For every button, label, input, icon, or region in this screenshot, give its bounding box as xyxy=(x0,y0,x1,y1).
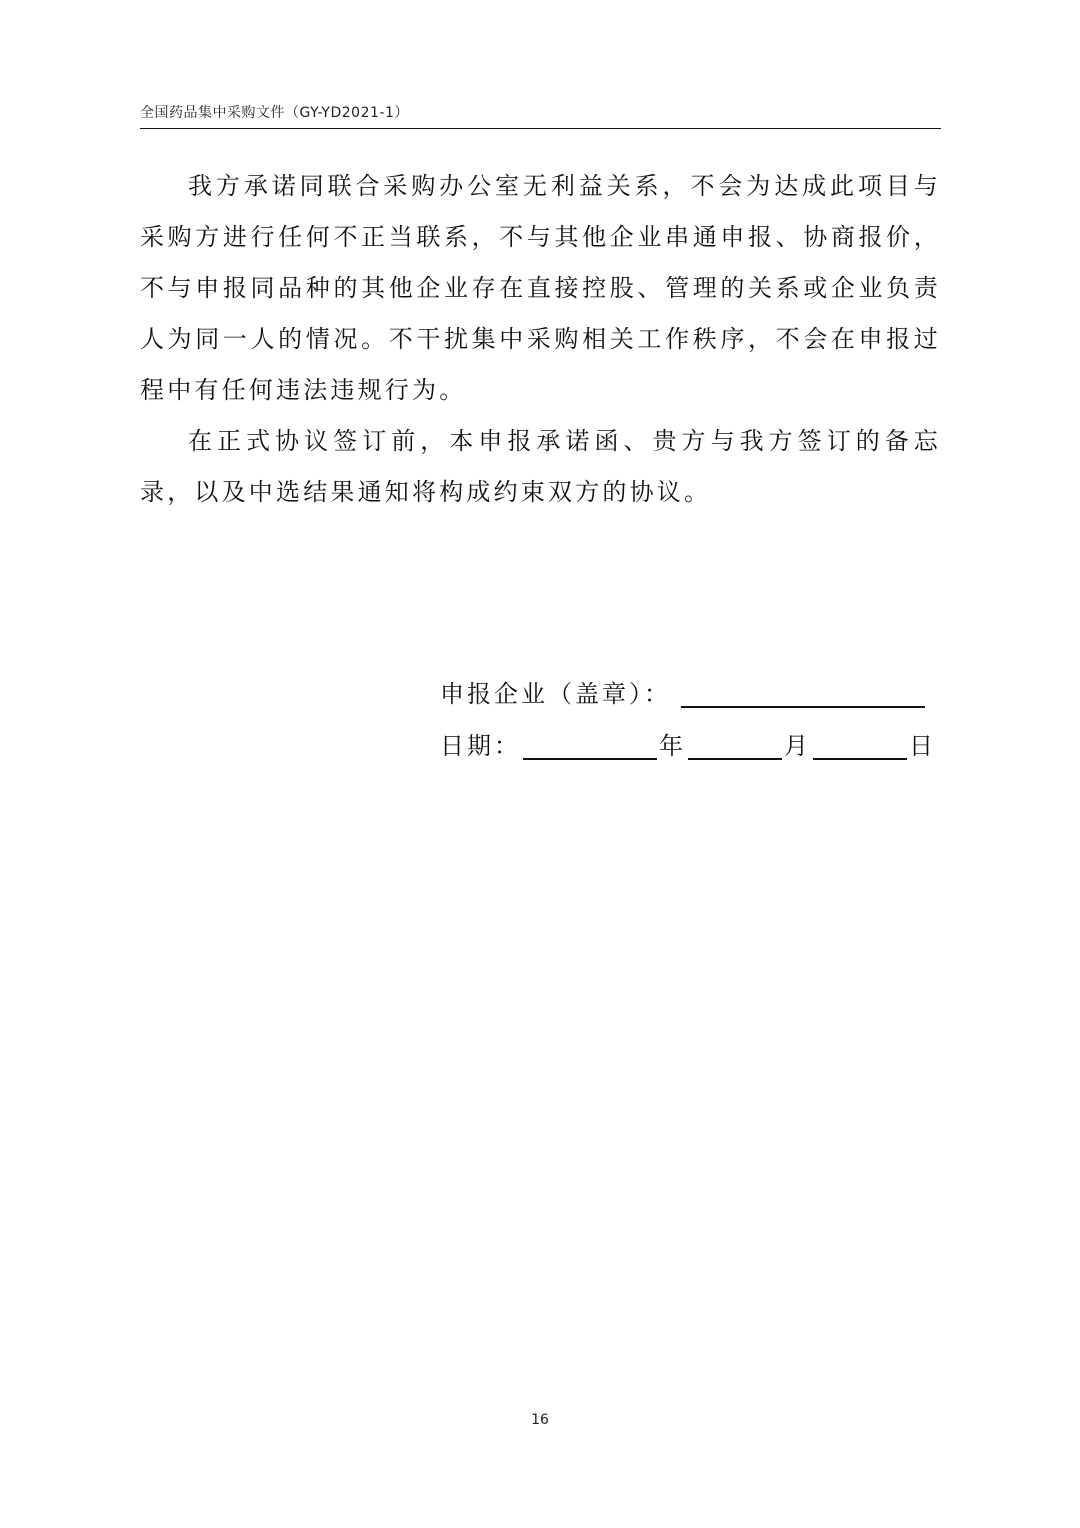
commitment-text xyxy=(140,161,941,518)
date-row xyxy=(440,720,940,772)
day-label: 日 xyxy=(909,732,936,760)
header-divider xyxy=(140,128,941,129)
page-number: 16 xyxy=(531,1412,549,1428)
month-blank xyxy=(688,732,782,760)
signature-block xyxy=(440,668,940,772)
header-title: 全国药品集中采购文件（GY-YD2021-1） xyxy=(140,105,409,121)
year-label: 年 xyxy=(659,732,686,760)
paragraph-agreement: 在正式协议签订前，本申报承诺函、贵方与我方签订的备忘录，以及中选结果通知将构成约束双方的协议。 xyxy=(140,427,941,506)
month-label: 月 xyxy=(784,732,811,760)
date-label: 日期： xyxy=(440,732,521,760)
year-blank xyxy=(523,732,657,760)
company-seal-blank xyxy=(681,680,925,708)
company-seal-row xyxy=(440,668,940,720)
paragraph-no-conflict: 我方承诺同联合采购办公室无利益关系，不会为达成此项目与采购方进行任何不正当联系，不与其他企业串通申报、协商报价，不与申报同品种的其他企业存在直接控股、管理的关系或企业负责人为同一人的情况。不干扰集中采购相关工作秩序，不会在申报过程中有任何违法违规行为。 xyxy=(140,172,941,404)
company-seal-label: 申报企业（盖章）： xyxy=(440,680,671,708)
day-blank xyxy=(813,732,907,760)
